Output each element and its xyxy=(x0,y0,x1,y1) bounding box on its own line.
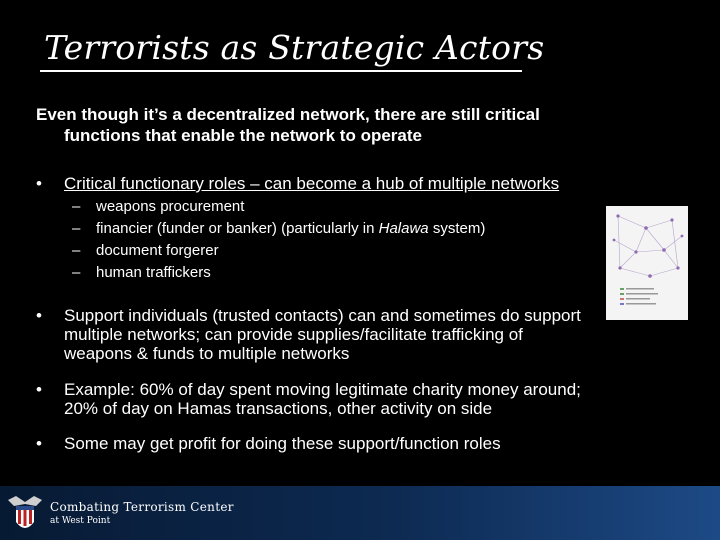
title-underline xyxy=(40,70,522,72)
subitem-financier-italic: Halawa xyxy=(378,220,429,237)
subitem-financier-post: system) xyxy=(428,220,486,237)
list-item xyxy=(72,240,592,262)
bullet-example-line-1: Example: 60% of day spent moving legitimate charity money around; xyxy=(64,380,581,399)
bullet-profit xyxy=(36,434,680,453)
dash-glyph: – xyxy=(72,198,81,215)
slide-title: Terrorists as Strategic Actors xyxy=(44,28,545,67)
intro-text xyxy=(36,104,676,146)
subitem-weapons: weapons procurement xyxy=(96,198,245,215)
intro-line-1: Even though it’s a decentralized network, there are still critical xyxy=(36,105,540,124)
list-item xyxy=(72,196,592,218)
footer-org-sub: at West Point xyxy=(50,516,111,526)
bullet-profit-text: Some may get profit for doing these support/function roles xyxy=(64,434,501,453)
bullet-glyph: • xyxy=(36,174,42,193)
bullet-support-individuals xyxy=(36,306,680,363)
intro-line-2: functions that enable the network to operate xyxy=(64,126,422,145)
subitem-financier-pre: financier (funder or banker) (particularly in xyxy=(96,220,379,237)
footer-org-name: Combating Terrorism Center xyxy=(50,500,234,514)
subitem-financier xyxy=(96,220,485,237)
network-graph-icon xyxy=(606,206,688,320)
dash-glyph: – xyxy=(72,242,81,259)
functionary-roles-list xyxy=(72,196,592,284)
network-diagram-image xyxy=(606,206,688,320)
bullet-critical-roles xyxy=(36,174,680,193)
bullet-example-line-2: 20% of day on Hamas transactions, other activity on side xyxy=(64,399,493,418)
dash-glyph: – xyxy=(72,220,81,237)
bullet-support-line-2: multiple networks; can provide supplies/facilitate trafficking of xyxy=(64,325,523,344)
subitem-traffickers: human traffickers xyxy=(96,264,211,281)
subitem-forgerer: document forgerer xyxy=(96,242,219,259)
bullet-glyph: • xyxy=(36,380,42,399)
bullet-glyph: • xyxy=(36,306,42,325)
footer-bar xyxy=(0,486,720,540)
bullet-support-line-1: Support individuals (trusted contacts) can and sometimes do support xyxy=(64,306,581,325)
bullet-critical-roles-text: Critical functionary roles – can become a hub of multiple networks xyxy=(64,174,560,193)
dash-glyph: – xyxy=(72,264,81,281)
bullet-glyph: • xyxy=(36,434,42,453)
bullet-support-line-3: weapons & funds to multiple networks xyxy=(64,344,350,363)
ctc-eagle-shield-logo xyxy=(6,492,44,536)
list-item xyxy=(72,218,592,240)
list-item xyxy=(72,262,592,284)
bullet-example xyxy=(36,380,680,418)
